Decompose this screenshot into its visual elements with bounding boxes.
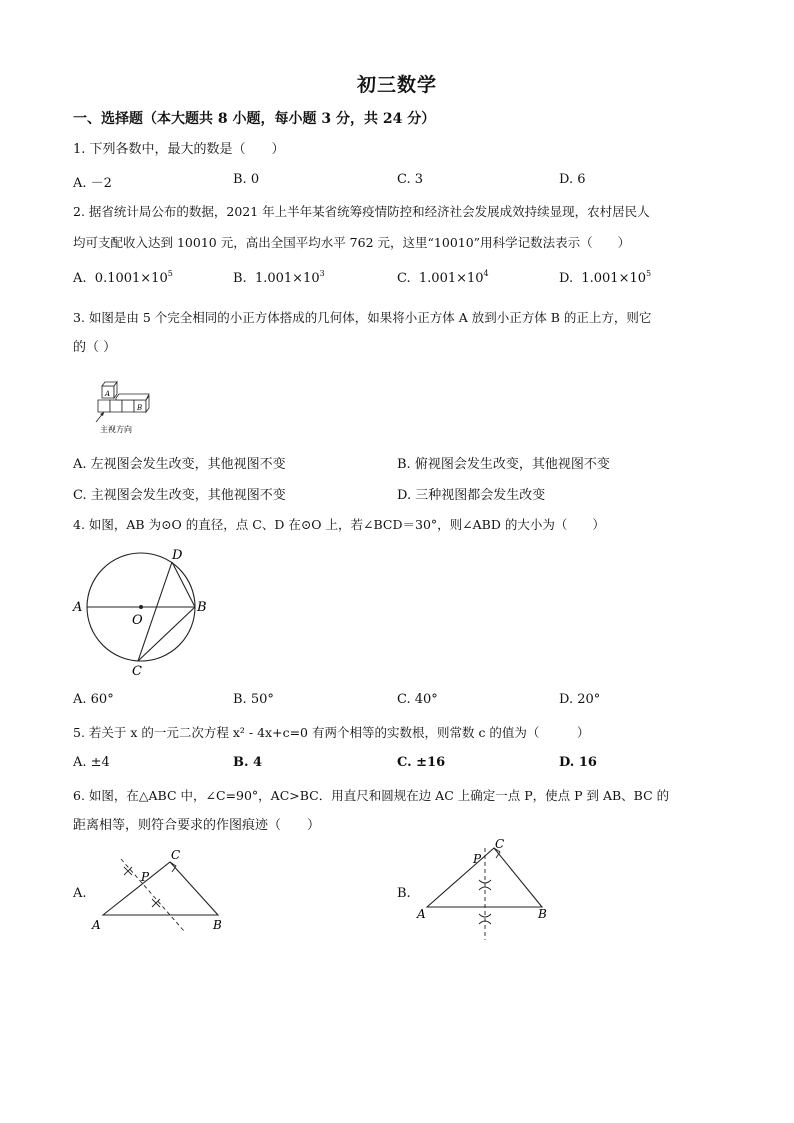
q5-option-d: D. 16	[559, 755, 597, 770]
q4-option-d: D. 20°	[559, 692, 601, 707]
chord-dc	[138, 562, 172, 661]
q6a-label-a: A	[92, 918, 101, 932]
chord-db	[172, 562, 195, 607]
chord-cb	[138, 607, 195, 661]
q3-cube-figure	[90, 372, 160, 436]
arc-mark-a1	[124, 867, 132, 875]
q5-option-a: A. ±4	[73, 755, 110, 770]
q1-option-b: B. 0	[233, 172, 260, 187]
q4-label-c: C	[132, 664, 142, 679]
triangle-abc-b	[427, 848, 542, 907]
q4-label-a: A	[73, 600, 83, 615]
q6-option-a-label: A.	[73, 886, 87, 901]
q3-option-d: D. 三种视图都会发生改变	[397, 488, 546, 503]
q4-circle-figure	[70, 543, 220, 683]
q3-option-b: B. 俯视图会发生改变，其他视图不变	[397, 457, 610, 472]
arc-mark-a2	[152, 899, 160, 907]
section-heading: 一、选择题（本大题共 8 小题，每小题 3 分，共 24 分）	[73, 111, 436, 127]
question-6-line1: 6. 如图，在△ABC 中，∠C=90°，AC>BC．用直尺和圆规在边 AC 上确定一点 P，使点 P 到 AB、BC 的	[73, 788, 670, 803]
question-1-text: 1. 下列各数中，最大的数是（ ）	[73, 142, 285, 157]
question-2-line2: 均可支配收入达到 10010 元，高出全国平均水平 762 元，这里“10010”用科学记数法表示（ ）	[73, 235, 631, 250]
q2-option-d: D. $1.001\times 10^5$	[559, 269, 652, 286]
q6-option-b-label: B.	[397, 886, 411, 901]
q2-option-a: A. $0.1001\times 10^5$	[73, 269, 173, 286]
q4-label-b: B	[197, 600, 207, 615]
question-4-text: 4. 如图，AB 为⊙O 的直径，点 C、D 在⊙O 上，若∠BCD＝30°，则∠ABD 的大小为（ ）	[73, 517, 605, 532]
q5-option-b: B. 4	[233, 755, 263, 770]
question-3-line1: 3. 如图是由 5 个完全相同的小正方体搭成的几何体，如果将小正方体 A 放到小正方体 B 的正上方，则它	[73, 310, 652, 325]
q4-option-b: B. 50°	[233, 692, 274, 707]
q6a-label-b: B	[213, 918, 222, 932]
page-title: 初三数学	[356, 74, 437, 96]
q4-option-c: C. 40°	[397, 692, 438, 707]
q3-caption: 主视方向	[100, 425, 132, 434]
q6b-label-a: A	[417, 907, 426, 921]
q3-arrow-head	[100, 412, 104, 416]
q1-option-c: C. 3	[397, 172, 424, 187]
q2-option-b: B. $1.001\times 10^3$	[233, 269, 325, 286]
q4-option-a: A. 60°	[73, 692, 114, 707]
q1-option-a: A. －2	[73, 176, 112, 191]
q6b-label-b: B	[538, 907, 547, 921]
q3-label-b: B	[137, 404, 143, 412]
triangle-abc-a	[103, 862, 218, 915]
question-2-line1: 2. 据省统计局公布的数据，2021 年上半年某省统筹疫情防控和经济社会发展成效持续显现，农村居民人	[73, 204, 650, 219]
q6-figure-a	[88, 845, 238, 937]
q6b-label-p: P	[473, 852, 482, 866]
q3-option-a: A. 左视图会发生改变，其他视图不变	[73, 457, 286, 472]
q4-label-o: O	[132, 613, 143, 628]
q3-option-c: C. 主视图会发生改变，其他视图不变	[73, 488, 286, 503]
bisector-line-a	[121, 859, 184, 931]
q1-option-d: D. 6	[559, 172, 586, 187]
q3-label-a: A	[105, 390, 111, 398]
q4-label-d: D	[172, 548, 183, 563]
q6a-label-c: C	[171, 848, 181, 862]
q5-option-c: C. ±16	[397, 755, 446, 770]
question-6-line2: 距离相等，则符合要求的作图痕迹（ ）	[73, 818, 321, 833]
q6-figure-b	[412, 836, 562, 942]
question-3-line2: 的（ ）	[73, 340, 117, 355]
q2-option-c: C. $1.001\times 10^4$	[397, 269, 489, 286]
q6a-label-p: P	[141, 870, 150, 884]
q6b-label-c: C	[495, 837, 505, 851]
question-5-text: 5. 若关于 x 的一元二次方程 x² - 4x+c=0 有两个相等的实数根，则常数 c 的值为（ ）	[73, 725, 590, 740]
center-point	[139, 605, 143, 609]
